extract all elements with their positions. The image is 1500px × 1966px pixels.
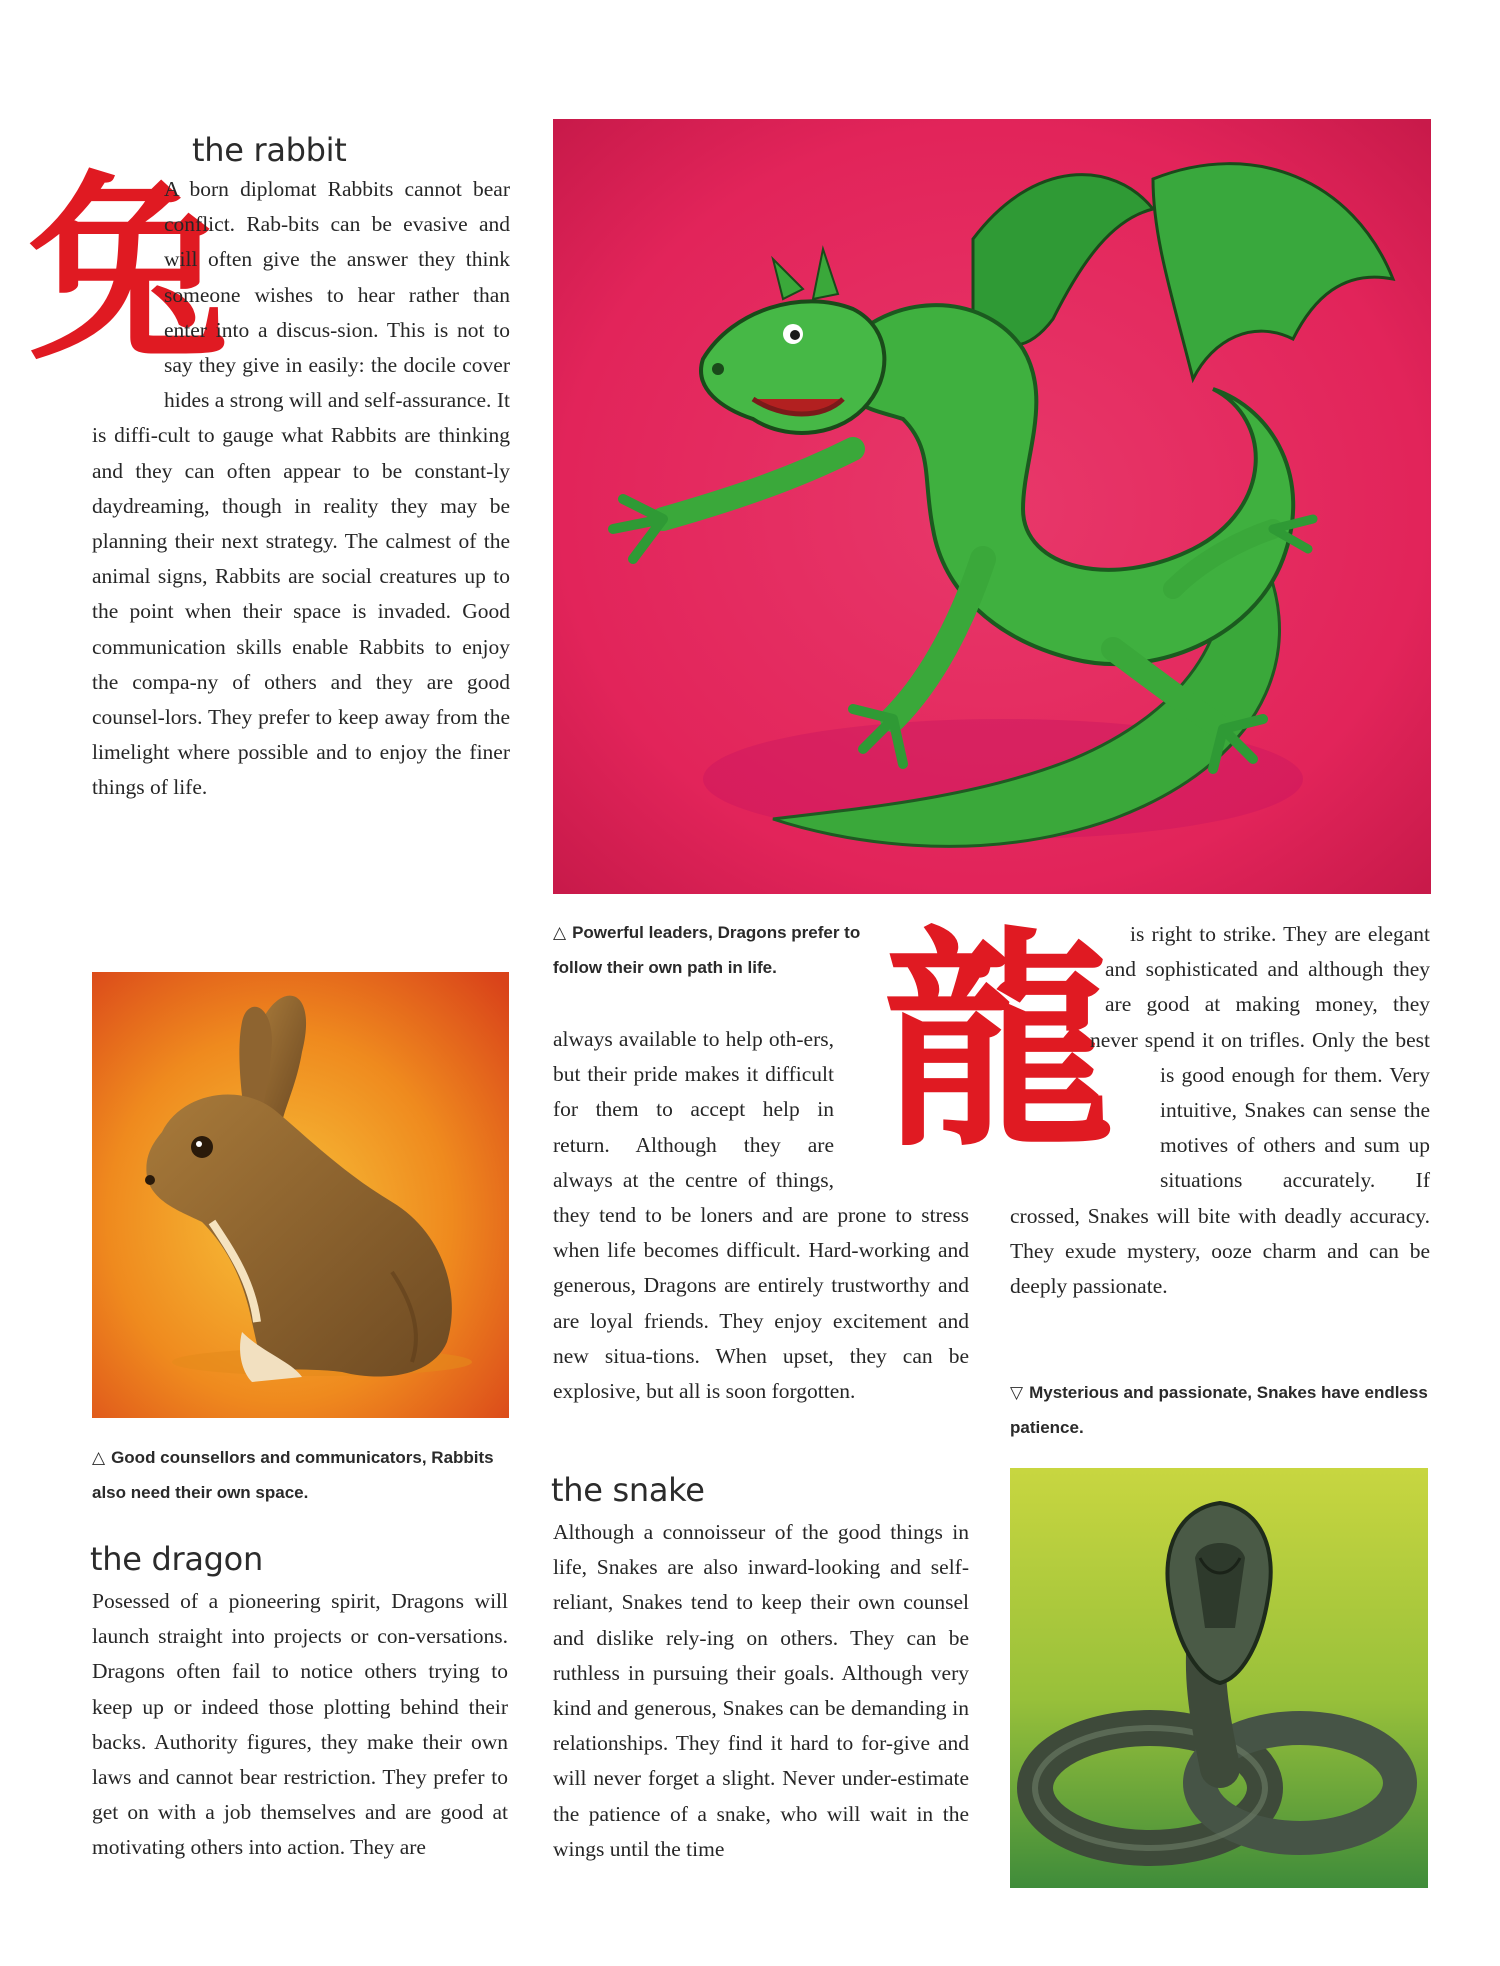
rabbit-body-text: A born diplomat Rabbits cannot bear conflict. Rab-bits can be evasive and will often give the answer they think someone wishes to hear rather than enter into a discus-sion. This is not to say they give in easily: the docile cover hides a strong will and self-assurance. It is diffi-cult to gauge what Rabbits are thinking and they can often appear to be constant-ly daydreaming, though in reality they may be planning their next strategy. The calmest of the animal signs, Rabbits are social creatures up to the point when their space is invaded. Good communication skills enable Rabbits to enjoy the compa-ny of others and they are good counsel-lors. They prefer to keep away from the limelight where possible and to enjoy the finer things of life. [92, 177, 510, 800]
snake-body-continued [1010, 917, 1430, 1304]
dragon-character: 龍 [881, 905, 1114, 1178]
caption-triangle-icon: △ [553, 923, 567, 942]
dragon-caption: △ Powerful leaders, Dragons prefer to follow their own path in life. [553, 923, 861, 977]
snake-heading: the snake [551, 1471, 705, 1509]
dragon-body-continued [553, 1022, 969, 1409]
dragon-body-text: Posessed of a pioneering spirit, Dragons will launch straight into projects or con-versations. Dragons often fail to notice others trying to keep up or indeed those plotting behind their backs. Authority figures, they make their own laws and cannot bear restriction. They prefer to get on with a job themselves and are good at motivating others into action. They are [92, 1589, 508, 1860]
snake-body-text: Although a connoisseur of the good things in life, Snakes are also inward-looking and self-reliant, Snakes tend to keep their own counsel and dislike rely-ing on others. They can be ruthless in pursuing their goals. Although very kind and generous, Snakes can be demanding in relationships. They find it hard to for-give and will never forget a slight. Never under-estimate the patience of a snake, who will wait in the wings until the time [553, 1520, 969, 1861]
rabbit-painting [92, 972, 509, 1418]
snake-body-text-continued: is right to strike. They are elegant and sophisticated and although they are good at making money, they never spend it on trifles. Only the best is good enough for them. Very intuitive, Snakes can sense the motives of others and sum up situations accurately. If crossed, Snakes will bite with deadly accuracy. They exude mystery, ooze charm and can be deeply passionate. [1010, 922, 1430, 1299]
caption-triangle-icon: △ [92, 1448, 106, 1467]
rabbit-caption: △ Good counsellors and communicators, Rabbits also need their own space. [92, 1448, 494, 1502]
dragon-painting [553, 119, 1431, 894]
caption-triangle-icon: ▽ [1010, 1383, 1024, 1402]
dragon-body-text-continued: always available to help oth-ers, but their pride makes it difficult for them to accept help in return. Although they are always at the centre of things, they tend to be loners and are prone to stress when life becomes difficult. Hard-working and generous, Dragons are entirely trustworthy and are loyal friends. They enjoy excitement and new situa-tions. When upset, they can be explosive, but all is soon forgotten. [553, 1027, 969, 1404]
snake-caption: ▽ Mysterious and passionate, Snakes have endless patience. [1010, 1383, 1428, 1437]
rabbit-heading: the rabbit [192, 131, 347, 169]
cobra-painting [1010, 1468, 1428, 1888]
rabbit-character: 兔 [28, 153, 229, 388]
rabbit-article [28, 130, 510, 806]
dragon-heading: the dragon [90, 1540, 263, 1578]
